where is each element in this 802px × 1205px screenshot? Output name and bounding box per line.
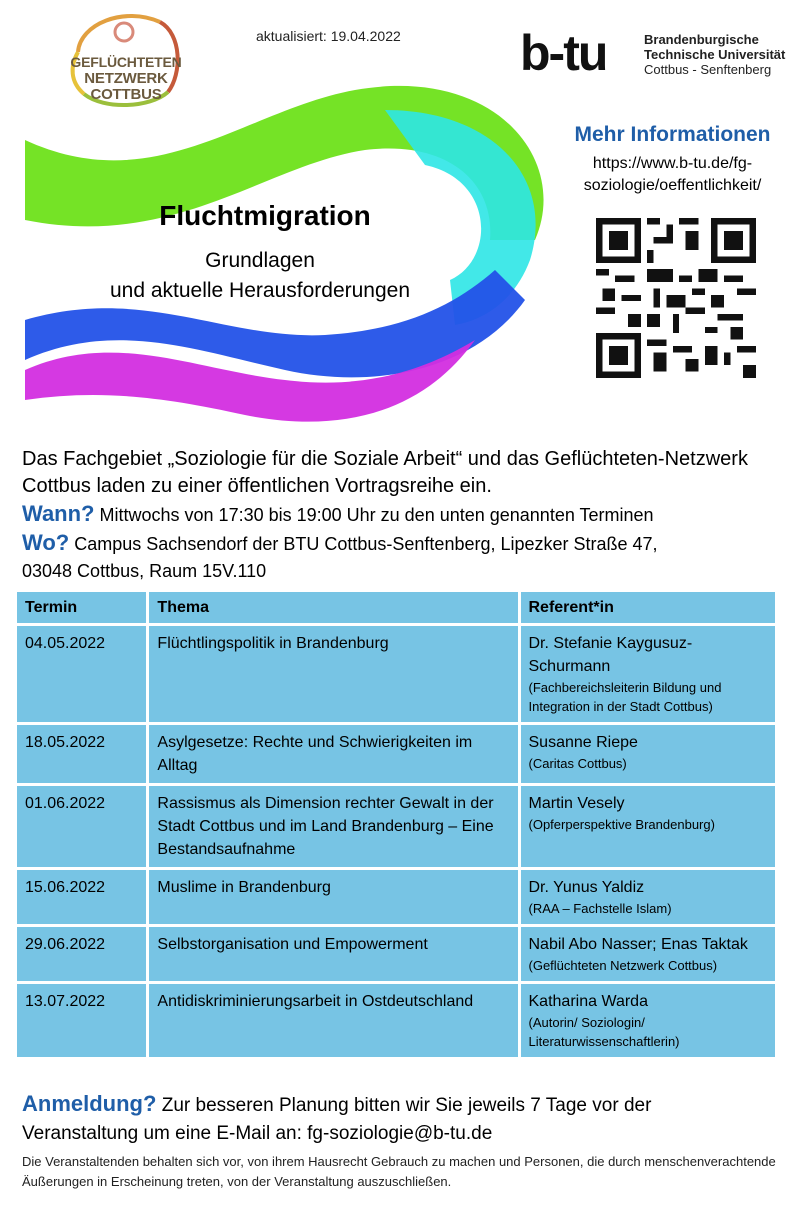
more-info-title: Mehr Informationen <box>574 123 771 146</box>
row-topic: Rassismus als Dimension rechter Gewalt in der Stadt Cottbus und im Land Brandenburg – Eine Bestandsaufnahme <box>148 785 519 869</box>
qr-code-icon[interactable] <box>596 214 756 382</box>
url-line-1: https://www.b-tu.de/fg- <box>592 155 753 172</box>
page-title: Fluchtmigration <box>159 200 371 231</box>
speaker-name: Susanne Riepe <box>528 734 638 751</box>
where-text-2: 03048 Cottbus, Raum 15V.110 <box>22 561 267 581</box>
row-speaker-cell <box>519 983 777 1059</box>
disclaimer-text: Die Veranstaltenden behalten sich vor, von ihrem Hausrecht Gebrauch zu machen und Personen, die durch menschenverachtende Äußerungen in Erscheinung treten, von der Veranstaltung auszuschließen. <box>22 1154 776 1189</box>
registration-text-2[interactable]: Veranstaltung um eine E-Mail an: fg-soziologie@b-tu.de <box>22 1123 493 1144</box>
speaker-name: Martin Vesely <box>528 795 625 812</box>
table-row <box>16 625 777 724</box>
schedule-table <box>14 589 778 1060</box>
table-header-row <box>16 591 777 625</box>
row-speaker-cell <box>519 724 777 785</box>
btu-line-1: Brandenburgische <box>644 32 759 47</box>
page-subtitle <box>60 246 460 306</box>
speaker-affiliation: (Caritas Cottbus) <box>528 756 627 771</box>
registration-text-1: Zur besseren Planung bitten wir Sie jeweils 7 Tage vor der <box>161 1095 652 1116</box>
row-date: 29.06.2022 <box>16 926 148 983</box>
header-topic: Thema <box>148 591 519 625</box>
speaker-affiliation: (Fachbereichsleiterin Bildung und Integration in der Stadt Cottbus) <box>528 680 722 714</box>
more-info-url[interactable] <box>545 153 800 197</box>
url-line-2: soziologie/oeffentlichkeit/ <box>583 177 762 194</box>
logo-line-1: GEFLÜCHTETEN <box>70 54 182 70</box>
speaker-affiliation: (Autorin/ Soziologin/ Literaturwissenschaftlerin) <box>528 1015 680 1049</box>
row-topic: Muslime in Brandenburg <box>148 869 519 926</box>
when-text: Mittwochs von 17:30 bis 19:00 Uhr zu den unten genannten Terminen <box>99 505 654 525</box>
more-info <box>545 123 800 197</box>
header-speaker: Referent*in <box>519 591 777 625</box>
registration-label: Anmeldung? <box>22 1091 157 1116</box>
table-row <box>16 926 777 983</box>
row-speaker-cell <box>519 926 777 983</box>
speaker-affiliation: (Opferperspektive Brandenburg) <box>528 817 715 832</box>
updated-date: aktualisiert: 19.04.2022 <box>256 28 401 44</box>
row-topic: Antidiskriminierungsarbeit in Ostdeutschland <box>148 983 519 1059</box>
table-row <box>16 724 777 785</box>
registration-section <box>22 1090 792 1148</box>
speaker-name: Dr. Stefanie Kaygusuz-Schurmann <box>528 635 693 675</box>
speaker-affiliation: (RAA – Fachstelle Islam) <box>528 901 672 916</box>
row-topic: Flüchtlingspolitik in Brandenburg <box>148 625 519 724</box>
table-row <box>16 983 777 1059</box>
logo-line-3: COTTBUS <box>90 86 162 103</box>
row-date: 18.05.2022 <box>16 724 148 785</box>
btu-line-2: Technische Universität <box>644 47 786 62</box>
table-row <box>16 869 777 926</box>
row-date: 15.06.2022 <box>16 869 148 926</box>
subtitle-line-1: Grundlagen <box>205 249 315 272</box>
where-line <box>22 529 792 558</box>
where-text-1: Campus Sachsendorf der BTU Cottbus-Senftenberg, Lipezker Straße 47, <box>74 534 658 554</box>
table-row <box>16 785 777 869</box>
row-speaker-cell <box>519 625 777 724</box>
speaker-name: Nabil Abo Nasser; Enas Taktak <box>528 936 748 953</box>
row-topic: Selbstorganisation und Empowerment <box>148 926 519 983</box>
row-date: 04.05.2022 <box>16 625 148 724</box>
row-date: 01.06.2022 <box>16 785 148 869</box>
row-topic: Asylgesetze: Rechte und Schwierigkeiten im Alltag <box>148 724 519 785</box>
when-line <box>22 500 792 529</box>
row-date: 13.07.2022 <box>16 983 148 1059</box>
btu-name <box>644 32 785 77</box>
intro-section <box>22 446 792 585</box>
speaker-name: Katharina Warda <box>528 993 648 1010</box>
when-label: Wann? <box>22 501 95 526</box>
row-speaker-cell <box>519 785 777 869</box>
intro-text: Das Fachgebiet „Soziologie für die Soziale Arbeit“ und das Geflüchteten-Netzwerk Cottbus laden zu einer öffentlichen Vortragsreihe ein. <box>22 448 748 497</box>
where-label: Wo? <box>22 530 70 555</box>
header-date: Termin <box>16 591 148 625</box>
row-speaker-cell <box>519 869 777 926</box>
speaker-affiliation: (Geflüchteten Netzwerk Cottbus) <box>528 958 718 973</box>
registration-line-1 <box>22 1090 792 1120</box>
btu-line-3: Cottbus - Senftenberg <box>644 62 772 77</box>
subtitle-line-2: und aktuelle Herausforderungen <box>109 279 411 302</box>
logo-line-2: NETZWERK <box>84 70 168 87</box>
speaker-name: Dr. Yunus Yaldiz <box>528 879 645 896</box>
btu-wordmark: b-tu <box>520 25 607 81</box>
